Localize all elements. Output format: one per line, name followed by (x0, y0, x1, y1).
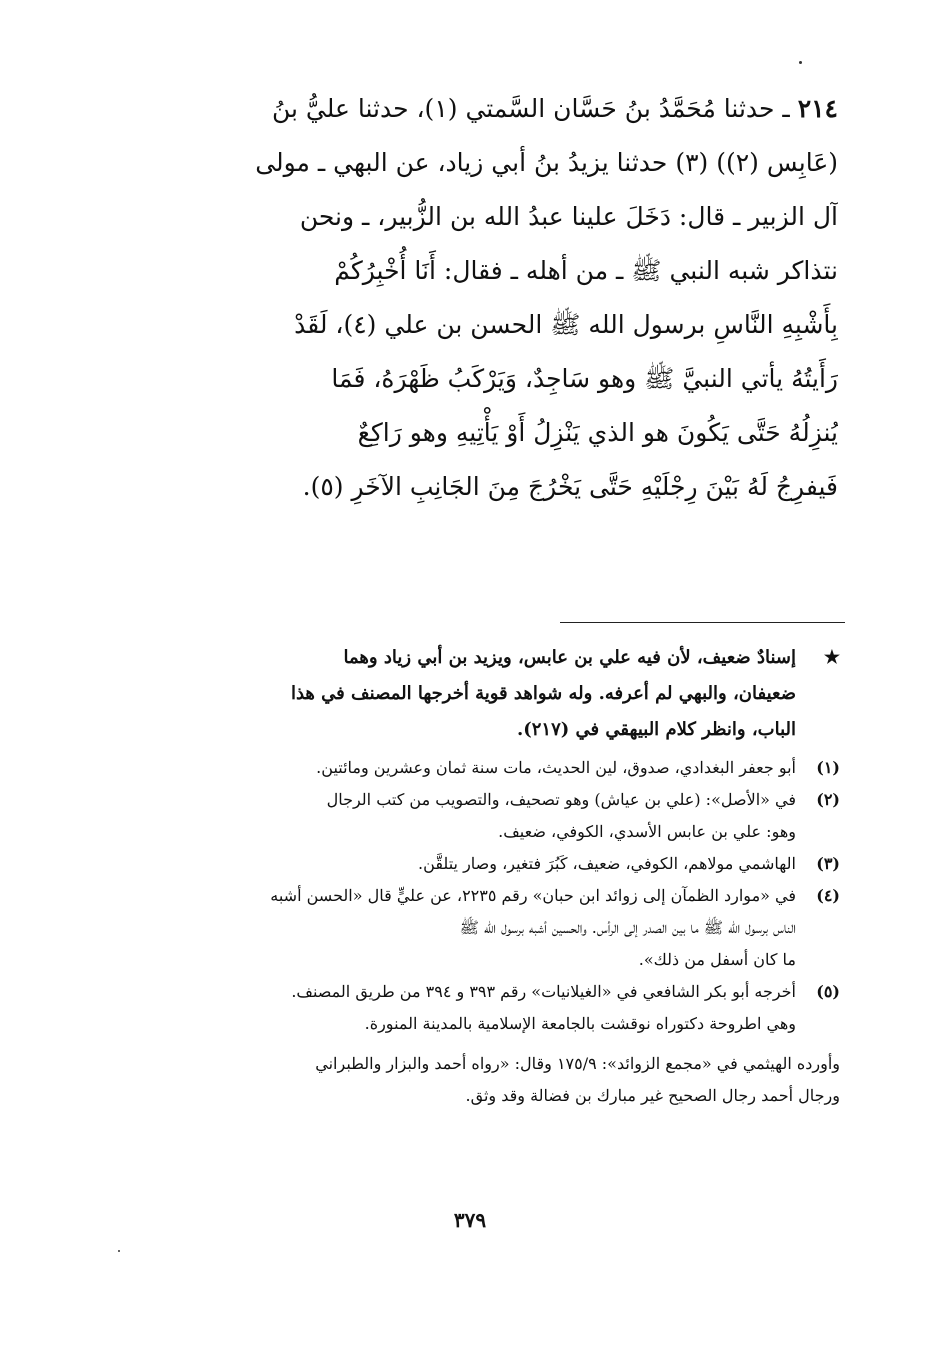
footnote-line: الهاشمي مولاهم، الكوفي، ضعيف، كَبُرَ فتغير، وصار يتلقَّن. (418, 854, 796, 873)
hadith-line-4: نتذاكر شبه النبي ﷺ ـ من أهله ـ فقال: أَنَا أُخْبِرُكُمْ (334, 256, 838, 285)
footnotes (128, 640, 840, 1112)
footnote-line: أخرجه أبو بكر الشافعي في «الغيلانيات» رقم ٣٩٣ و ٣٩٤ من طريق المصنف. (291, 982, 796, 1001)
hadith-line-8: فَيفرِجُ لَهُ بَيْنَ رِجْلَيْهِ حَتَّى يَخْرُجَ مِنَ الجَانِبِ الآخَرِ (٥). (302, 472, 838, 501)
hadith-line-7: يُنزِلُهُ حَتَّى يَكُونَ هو الذي يَنْزِلُ أَوْ يَأْتِيهِ وهو رَاكِعٌ (357, 418, 838, 447)
footnote-line: إسنادٌ ضعيف، لأن فيه علي بن عابس، ويزيد بن أبي زياد وهما (343, 647, 796, 668)
footnote-line: في «الأصل»: (علي بن عياش) وهو تصحيف، والتصويب من كتب الرجال (326, 790, 796, 809)
footnote-marker: (١) (816, 758, 840, 777)
hadith-text (120, 82, 838, 514)
print-speck (799, 61, 802, 64)
footnote-line: الناس برسول الله ﷺ ما بين الصدر إلى الرأس. والحسين أشبه برسول الله ﷺ (459, 918, 796, 937)
footnote-divider (560, 622, 845, 623)
footnote-marker: (٢) (816, 790, 840, 809)
footnote-line: ضعيفان، والبهي لم أعرفه. وله شواهد قوية أخرجها المصنف في هذا (290, 683, 796, 704)
print-speck (118, 1250, 120, 1252)
hadith-line-5: بِأَشْبِهِ النَّاسِ برسول الله ﷺ الحسن بن علي (٤)، لَقَدْ (294, 310, 838, 339)
footnote-3 (128, 848, 840, 880)
hadith-line-3: آل الزبير ـ قال: دَخَلَ علينا عبدُ الله بن الزُّبير، ـ ونحن (299, 202, 838, 231)
footnote-line: وهو: علي بن عابس الأسدي، الكوفي، ضعيف. (498, 822, 796, 841)
footnote-marker: (٣) (816, 854, 840, 873)
hadith-line-1: ٢١٤ ـ حدثنا مُحَمَّدُ بنُ حَسَّان السَّمتي (١)، حدثنا عليُّ بنُ (271, 94, 838, 123)
hadith-line-6: رَأَيتُهُ يأتي النبيَّ ﷺ وهو سَاجِدٌ، وَيَرْكَبُ ظَهْرَهُ، فَمَا (331, 364, 838, 393)
footnote-line: وأورده الهيثمي في «مجمع الزوائد»: ١٧٥/٩ وقال: «رواه أحمد والبزار والطبراني (315, 1054, 840, 1073)
footnote-line: ورجال أحمد رجال الصحيح غير مبارك بن فضالة وقد وثق. (465, 1086, 840, 1105)
footnote-grading (128, 640, 840, 748)
hadith-line-2: (عَابِس (٢)) (٣) حدثنا يزيدُ بنُ أبي زياد، عن البهي ـ مولى (255, 148, 838, 177)
footnote-line: أبو جعفر البغدادي، صدوق، لين الحديث، مات سنة ثمان وعشرين ومائتين. (316, 758, 796, 777)
page-number: ٣٧٩ (453, 1208, 487, 1232)
footnote-line: الباب، وانظر كلام البيهقي في (٢١٧). (516, 719, 796, 740)
footnote-line: في «موارد الظمآن إلى زوائد ابن حبان» رقم ٢٢٣٥، عن عليٍّ قال «الحسن أشبه (270, 886, 796, 905)
footnote-marker: (٥) (816, 982, 840, 1001)
footnote-line: ما كان أسفل من ذلك». (638, 950, 796, 969)
footnote-marker: (٤) (816, 886, 840, 905)
footnote-2 (128, 784, 840, 848)
footnote-5-continuation (128, 1048, 840, 1112)
hadith-number: ٢١٤ (797, 94, 838, 123)
footnote-5 (128, 976, 840, 1040)
star-icon: ★ (823, 647, 840, 668)
footnote-line: وهي اطروحة دكتوراه نوقشت بالجامعة الإسلامية بالمدينة المنورة. (364, 1014, 796, 1033)
footnote-4 (128, 880, 840, 976)
footnote-1 (128, 752, 840, 784)
